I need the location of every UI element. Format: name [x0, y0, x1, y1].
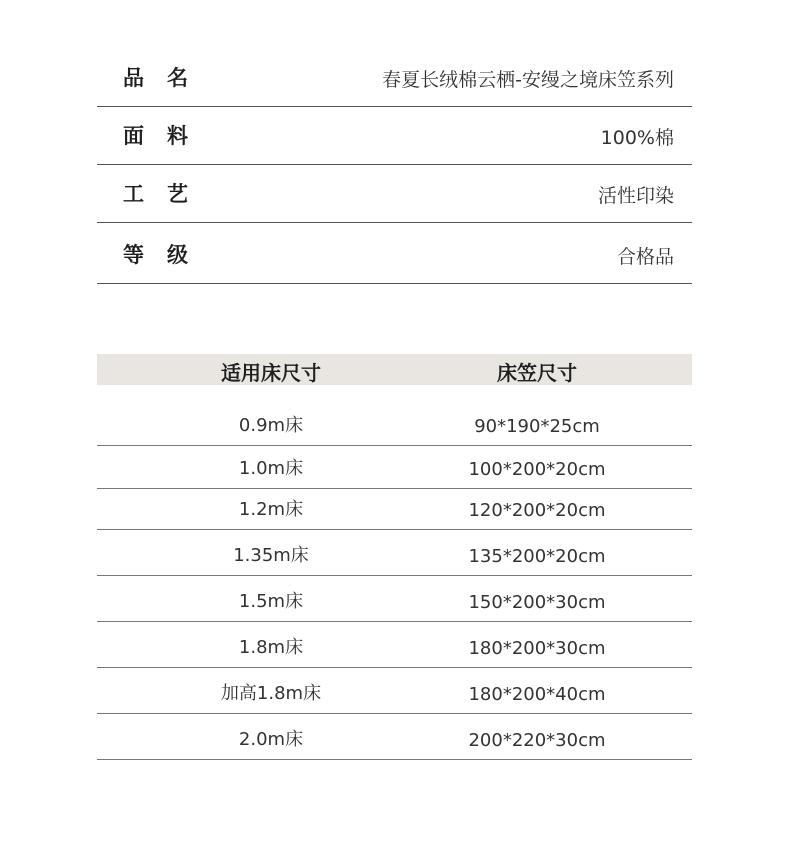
sheet-size-cell: 180*200*30cm	[468, 638, 606, 659]
spec-label: 工艺	[123, 182, 211, 206]
sheet-size-cell: 90*190*25cm	[474, 416, 600, 437]
spec-value: 合格品	[616, 246, 674, 268]
size-table	[97, 354, 692, 760]
sheet-size-cell: 150*200*30cm	[468, 592, 606, 613]
bed-size-cell: 1.0m床	[238, 458, 304, 479]
size-table-header	[97, 354, 692, 385]
table-row	[97, 400, 692, 446]
table-row	[97, 576, 692, 622]
sheet-size-cell: 135*200*20cm	[468, 546, 606, 567]
spec-value: 春夏长绒棉云栖-安缦之境床笠系列	[382, 69, 674, 91]
spec-row-process	[97, 165, 692, 223]
table-row	[97, 714, 692, 760]
spec-value: 活性印染	[597, 185, 674, 207]
spec-label: 等级	[123, 243, 211, 267]
sheet-size-cell: 120*200*20cm	[468, 500, 606, 521]
spec-label: 品名	[123, 66, 211, 90]
header-bed-size: 适用床尺寸	[221, 361, 321, 385]
bed-size-cell: 0.9m床	[238, 415, 304, 436]
sheet-size-cell: 100*200*20cm	[468, 459, 606, 480]
size-table-body	[97, 400, 692, 760]
product-spec-table	[97, 58, 692, 284]
sheet-size-cell: 180*200*40cm	[468, 684, 606, 705]
table-row	[97, 530, 692, 576]
spec-row-name	[97, 58, 692, 107]
bed-size-cell: 1.5m床	[238, 591, 304, 612]
spec-row-fabric	[97, 107, 692, 165]
header-sheet-size: 床笠尺寸	[497, 361, 577, 385]
bed-size-cell: 2.0m床	[238, 729, 304, 750]
table-row	[97, 668, 692, 714]
sheet-size-cell: 200*220*30cm	[468, 730, 606, 751]
table-row	[97, 446, 692, 489]
bed-size-cell: 1.35m床	[233, 545, 309, 566]
spec-label: 面料	[123, 124, 211, 148]
spec-row-grade	[97, 223, 692, 284]
table-row	[97, 622, 692, 668]
table-row	[97, 489, 692, 530]
bed-size-cell: 加高1.8m床	[220, 683, 322, 704]
bed-size-cell: 1.2m床	[238, 499, 304, 520]
bed-size-cell: 1.8m床	[238, 637, 304, 658]
spec-value: 100%棉	[600, 127, 674, 149]
